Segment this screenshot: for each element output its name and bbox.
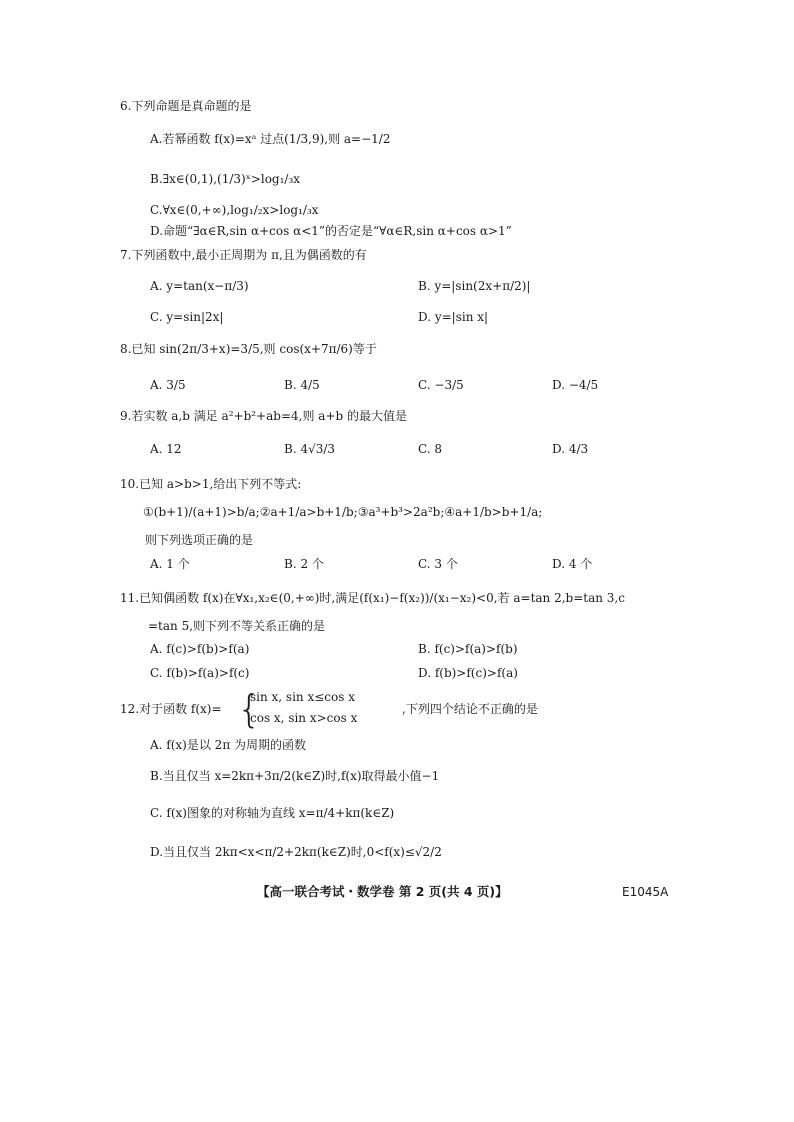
question-8-stem: 8.已知 sin(2π/3+x)=3/5,则 cos(x+7π/6)等于 <box>120 342 377 356</box>
piecewise-definition <box>237 687 397 731</box>
question-12-option-b: B.当且仅当 x=2kπ+3π/2(k∈Z)时,f(x)取得最小值−1 <box>150 769 440 783</box>
question-6-option-a: A.若幂函数 f(x)=xᵃ 过点(1/3,9),则 a=−1/2 <box>150 132 391 146</box>
question-10-option-b: B. 2 个 <box>284 557 324 571</box>
question-6-stem: 6.下列命题是真命题的是 <box>120 99 252 113</box>
piece-1: sin x, sin x≤cos x <box>250 690 355 704</box>
question-8-option-a: A. 3/5 <box>150 378 186 392</box>
question-9-option-a: A. 12 <box>150 442 182 456</box>
question-7-option-d: D. y=|sin x| <box>418 310 489 324</box>
question-10-option-d: D. 4 个 <box>552 557 593 571</box>
piece-2: cos x, sin x>cos x <box>250 711 358 725</box>
page-footer-title: 【高一联合考试・数学卷 第 2 页(共 4 页)】 <box>257 884 508 899</box>
exam-code: E1045A <box>622 885 669 899</box>
question-6-option-c: C.∀x∈(0,+∞),log₁/₂x>log₁/₃x <box>150 203 319 217</box>
question-10-option-c: C. 3 个 <box>418 557 458 571</box>
question-7-option-b: B. y=|sin(2x+π/2)| <box>418 279 531 293</box>
question-9-option-b: B. 4√3/3 <box>284 442 336 456</box>
question-11-option-d: D. f(b)>f(c)>f(a) <box>418 666 518 680</box>
question-11-option-b: B. f(c)>f(a)>f(b) <box>418 642 518 656</box>
question-12-stem-tail: ,下列四个结论不正确的是 <box>402 702 538 716</box>
question-9-option-d: D. 4/3 <box>552 442 589 456</box>
question-10-inequalities: ①(b+1)/(a+1)>b/a;②a+1/a>b+1/b;③a³+b³>2a²b;④a+1/b>b+1/a; <box>143 505 543 519</box>
question-9-stem: 9.若实数 a,b 满足 a²+b²+ab=4,则 a+b 的最大值是 <box>120 409 407 423</box>
question-9-option-c: C. 8 <box>418 442 443 456</box>
question-7-stem: 7.下列函数中,最小正周期为 π,且为偶函数的有 <box>120 248 367 262</box>
question-8-option-d: D. −4/5 <box>552 378 599 392</box>
question-12-option-a: A. f(x)是以 2π 为周期的函数 <box>150 738 307 752</box>
question-11-option-a: A. f(c)>f(b)>f(a) <box>150 642 250 656</box>
question-12-option-d: D.当且仅当 2kπ<x<π/2+2kπ(k∈Z)时,0<f(x)≤√2/2 <box>150 845 442 859</box>
question-6-option-b: B.∃x∈(0,1),(1/3)ˣ>log₁/₃x <box>150 172 301 186</box>
question-10-option-a: A. 1 个 <box>150 557 190 571</box>
question-10-ask: 则下列选项正确的是 <box>145 533 254 547</box>
question-12-option-c: C. f(x)图象的对称轴为直线 x=π/4+kπ(k∈Z) <box>150 806 395 820</box>
question-8-option-c: C. −3/5 <box>418 378 464 392</box>
question-7-option-a: A. y=tan(x−π/3) <box>150 279 249 293</box>
question-8-option-b: B. 4/5 <box>284 378 320 392</box>
question-11-option-c: C. f(b)>f(a)>f(c) <box>150 666 250 680</box>
question-6-option-d: D.命题“∃α∈R,sin α+cos α<1”的否定是“∀α∈R,sin α+cos α>1” <box>150 224 512 238</box>
question-11-stem-continued: =tan 5,则下列不等关系正确的是 <box>148 619 326 633</box>
question-11-stem: 11.已知偶函数 f(x)在∀x₁,x₂∈(0,+∞)时,满足(f(x₁)−f(x₂))/(x₁−x₂)<0,若 a=tan 2,b=tan 3,c <box>120 591 625 605</box>
question-12-stem: 12.对于函数 f(x)= <box>120 702 222 716</box>
left-brace: { <box>237 687 262 731</box>
question-7-option-c: C. y=sin|2x| <box>150 310 224 324</box>
question-10-stem: 10.已知 a>b>1,给出下列不等式: <box>120 477 302 491</box>
